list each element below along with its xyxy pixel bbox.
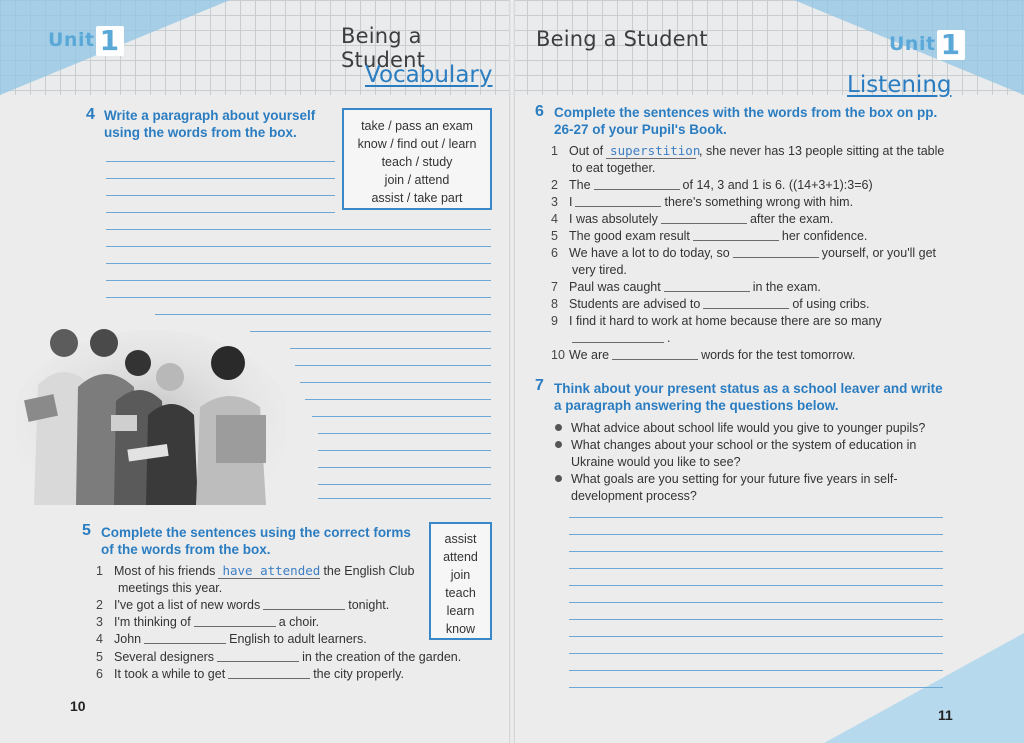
writing-line[interactable] bbox=[569, 517, 943, 518]
writing-line[interactable] bbox=[569, 636, 943, 637]
page-number: 11 bbox=[938, 707, 953, 723]
item-number: 5 bbox=[551, 229, 558, 243]
instruction-line: Complete the sentences with the words from the box on pp. bbox=[554, 105, 938, 120]
writing-line[interactable] bbox=[312, 416, 491, 417]
item-number: 7 bbox=[551, 280, 558, 294]
writing-line[interactable] bbox=[106, 178, 335, 179]
exercise-item bbox=[551, 279, 821, 296]
item-text: , she never has 13 people sitting at the table bbox=[699, 144, 945, 158]
section-title: Listening bbox=[847, 72, 952, 98]
section-title: Vocabulary bbox=[365, 62, 493, 88]
writing-line[interactable] bbox=[106, 280, 491, 281]
instruction-line: Think about your present status as a school leaver and write bbox=[554, 381, 943, 396]
exercise-item bbox=[551, 177, 873, 194]
unit-badge bbox=[889, 30, 965, 60]
item-text: I bbox=[569, 195, 573, 209]
box-word: teach / study bbox=[381, 155, 453, 169]
item-text: Students are advised to bbox=[569, 297, 701, 311]
answer-field[interactable] bbox=[693, 228, 779, 241]
exercise-item bbox=[96, 666, 404, 683]
question-item bbox=[555, 420, 925, 437]
writing-line[interactable] bbox=[569, 551, 943, 552]
writing-line[interactable] bbox=[569, 585, 943, 586]
item-text: Most of his friends bbox=[114, 564, 216, 578]
unit-label: Unit bbox=[48, 29, 95, 51]
item-number: 5 bbox=[96, 650, 103, 664]
writing-line[interactable] bbox=[569, 602, 943, 603]
answer-field[interactable] bbox=[594, 177, 680, 190]
instruction-line: of the words from the box. bbox=[101, 542, 271, 557]
item-number: 6 bbox=[551, 246, 558, 260]
instruction-line: Complete the sentences using the correct forms bbox=[101, 525, 411, 540]
unit-number: 1 bbox=[937, 30, 965, 60]
instruction-line: a paragraph answering the questions below. bbox=[554, 398, 839, 413]
word-box bbox=[429, 522, 492, 640]
answer-field[interactable] bbox=[661, 211, 747, 224]
item-text: tonight. bbox=[348, 598, 390, 612]
writing-line[interactable] bbox=[106, 246, 491, 247]
writing-line[interactable] bbox=[569, 687, 943, 688]
item-text: I've got a list of new words bbox=[114, 598, 261, 612]
unit-badge bbox=[48, 26, 124, 56]
task-instruction bbox=[554, 380, 943, 414]
item-text: Several designers bbox=[114, 650, 215, 664]
item-number: 1 bbox=[96, 564, 103, 578]
bullet-icon bbox=[555, 475, 562, 482]
item-number: 9 bbox=[551, 314, 558, 328]
item-text: after the exam. bbox=[749, 212, 834, 226]
item-text: a choir. bbox=[278, 615, 320, 629]
box-word: attend bbox=[443, 550, 478, 564]
task-number: 6 bbox=[535, 103, 544, 120]
question-item bbox=[571, 454, 741, 471]
item-text: to eat together. bbox=[572, 161, 656, 175]
item-text: John bbox=[114, 632, 142, 646]
writing-line[interactable] bbox=[569, 670, 943, 671]
item-text: in the exam. bbox=[752, 280, 821, 294]
item-text: in the creation of the garden. bbox=[302, 650, 462, 664]
exercise-item bbox=[551, 296, 869, 313]
box-word: know bbox=[445, 622, 476, 636]
writing-line[interactable] bbox=[295, 365, 491, 366]
instruction-line: 26-27 of your Pupil's Book. bbox=[554, 122, 727, 137]
item-text: . bbox=[667, 331, 671, 345]
task-number: 5 bbox=[82, 522, 91, 539]
exercise-item bbox=[551, 143, 944, 160]
task-number: 7 bbox=[535, 377, 544, 394]
writing-line[interactable] bbox=[106, 297, 491, 298]
answer-field[interactable] bbox=[664, 279, 750, 292]
word-box bbox=[342, 108, 492, 210]
writing-line[interactable] bbox=[106, 263, 491, 264]
answer-field[interactable]: have attended bbox=[218, 564, 320, 579]
item-text: I'm thinking of bbox=[114, 615, 191, 629]
exercise-item bbox=[551, 194, 853, 211]
item-text: of using cribs. bbox=[792, 297, 870, 311]
item-number: 3 bbox=[551, 195, 558, 209]
item-text: We have a lot to do today, so bbox=[569, 246, 730, 260]
answer-field[interactable] bbox=[228, 666, 310, 679]
exercise-item bbox=[569, 330, 670, 347]
students-photo bbox=[16, 315, 286, 505]
task-instruction bbox=[104, 107, 315, 141]
question-text: development process? bbox=[571, 489, 697, 503]
item-number: 2 bbox=[96, 598, 103, 612]
running-title: Being a Student bbox=[341, 24, 426, 72]
item-text: her confidence. bbox=[781, 229, 868, 243]
writing-line[interactable] bbox=[106, 161, 335, 162]
unit-label: Unit bbox=[889, 33, 936, 55]
item-number: 1 bbox=[551, 144, 558, 158]
box-word: assist / take part bbox=[371, 191, 463, 205]
page-number: 10 bbox=[70, 698, 86, 714]
question-text: What advice about school life would you give to younger pupils? bbox=[571, 421, 926, 435]
box-word: teach bbox=[445, 586, 476, 600]
item-number: 8 bbox=[551, 297, 558, 311]
item-number: 3 bbox=[96, 615, 103, 629]
answer-field[interactable] bbox=[572, 330, 664, 343]
box-word: take / pass an exam bbox=[361, 119, 473, 133]
corner-decoration bbox=[824, 633, 1024, 743]
answer-field[interactable] bbox=[194, 614, 276, 627]
task-instruction bbox=[101, 524, 411, 558]
exercise-item bbox=[572, 262, 627, 279]
writing-line[interactable] bbox=[318, 433, 491, 434]
instruction-line: using the words from the box. bbox=[104, 125, 297, 140]
answer-field[interactable] bbox=[612, 347, 698, 360]
writing-line[interactable] bbox=[318, 484, 491, 485]
exercise-item bbox=[96, 597, 389, 614]
writing-line[interactable] bbox=[569, 619, 943, 620]
bullet-icon bbox=[555, 424, 562, 431]
item-text: of 14, 3 and 1 is 6. ((14+3+1):3=6) bbox=[682, 178, 873, 192]
writing-line[interactable] bbox=[290, 348, 491, 349]
question-text: What goals are you setting for your future five years in self- bbox=[571, 472, 898, 486]
item-text: the English Club bbox=[323, 564, 415, 578]
running-title: Being a Student bbox=[536, 27, 708, 51]
item-text: yourself, or you'll get bbox=[821, 246, 936, 260]
box-word: know / find out / learn bbox=[357, 137, 477, 151]
item-number: 4 bbox=[96, 632, 103, 646]
unit-number: 1 bbox=[96, 26, 124, 56]
item-text: Out of bbox=[569, 144, 604, 158]
writing-line[interactable] bbox=[569, 568, 943, 569]
item-text: meetings this year. bbox=[118, 581, 223, 595]
item-text: there's something wrong with him. bbox=[664, 195, 854, 209]
question-item bbox=[571, 488, 697, 505]
item-text: I find it hard to work at home because there are so many bbox=[569, 314, 882, 328]
item-text: I was absolutely bbox=[569, 212, 658, 226]
item-number: 6 bbox=[96, 667, 103, 681]
writing-line[interactable] bbox=[318, 498, 491, 499]
writing-line[interactable] bbox=[318, 467, 491, 468]
item-text: English to adult learners. bbox=[229, 632, 367, 646]
box-word: join / attend bbox=[384, 173, 450, 187]
exercise-item bbox=[96, 649, 461, 666]
answer-field[interactable] bbox=[575, 194, 661, 207]
item-text: the city properly. bbox=[313, 667, 404, 681]
writing-line[interactable] bbox=[569, 534, 943, 535]
question-text: What changes about your school or the system of education in bbox=[571, 438, 917, 452]
item-number: 4 bbox=[551, 212, 558, 226]
question-text: Ukraine would you like to see? bbox=[571, 455, 741, 469]
instruction-line: Write a paragraph about yourself bbox=[104, 108, 316, 123]
box-word: learn bbox=[446, 604, 475, 618]
item-text: The bbox=[569, 178, 591, 192]
exercise-item bbox=[551, 211, 833, 228]
exercise-item bbox=[96, 631, 367, 648]
exercise-item bbox=[118, 580, 222, 597]
item-text: The good exam result bbox=[569, 229, 690, 243]
exercise-item bbox=[96, 614, 319, 631]
item-number: 10 bbox=[551, 348, 565, 362]
writing-line[interactable] bbox=[305, 399, 491, 400]
exercise-item bbox=[96, 563, 414, 580]
item-text: We are bbox=[569, 348, 610, 362]
item-text: Paul was caught bbox=[569, 280, 661, 294]
exercise-item bbox=[551, 228, 867, 245]
answer-field[interactable] bbox=[144, 631, 226, 644]
box-word: assist bbox=[444, 532, 477, 546]
writing-line[interactable] bbox=[250, 331, 491, 332]
exercise-item bbox=[551, 245, 936, 262]
item-text: very tired. bbox=[572, 263, 627, 277]
answer-field[interactable]: superstition bbox=[606, 144, 696, 159]
writing-line[interactable] bbox=[318, 450, 491, 451]
writing-line[interactable] bbox=[106, 229, 491, 230]
right-page bbox=[512, 0, 1024, 743]
question-item bbox=[555, 437, 916, 454]
bullet-icon bbox=[555, 441, 562, 448]
box-word: join bbox=[450, 568, 471, 582]
item-number: 2 bbox=[551, 178, 558, 192]
answer-field[interactable] bbox=[733, 245, 819, 258]
item-text: It took a while to get bbox=[114, 667, 226, 681]
book-spine bbox=[509, 0, 515, 743]
answer-field[interactable] bbox=[263, 597, 345, 610]
task-number: 4 bbox=[86, 106, 95, 123]
exercise-item bbox=[572, 160, 655, 177]
question-item bbox=[555, 471, 898, 488]
writing-line[interactable] bbox=[106, 212, 335, 213]
writing-line[interactable] bbox=[569, 653, 943, 654]
exercise-item bbox=[551, 313, 882, 330]
answer-field[interactable] bbox=[217, 649, 299, 662]
answer-field[interactable] bbox=[703, 296, 789, 309]
writing-line[interactable] bbox=[300, 382, 491, 383]
item-text: words for the test tomorrow. bbox=[701, 348, 856, 362]
writing-line[interactable] bbox=[106, 195, 335, 196]
task-instruction bbox=[554, 104, 937, 138]
exercise-item bbox=[551, 347, 855, 364]
